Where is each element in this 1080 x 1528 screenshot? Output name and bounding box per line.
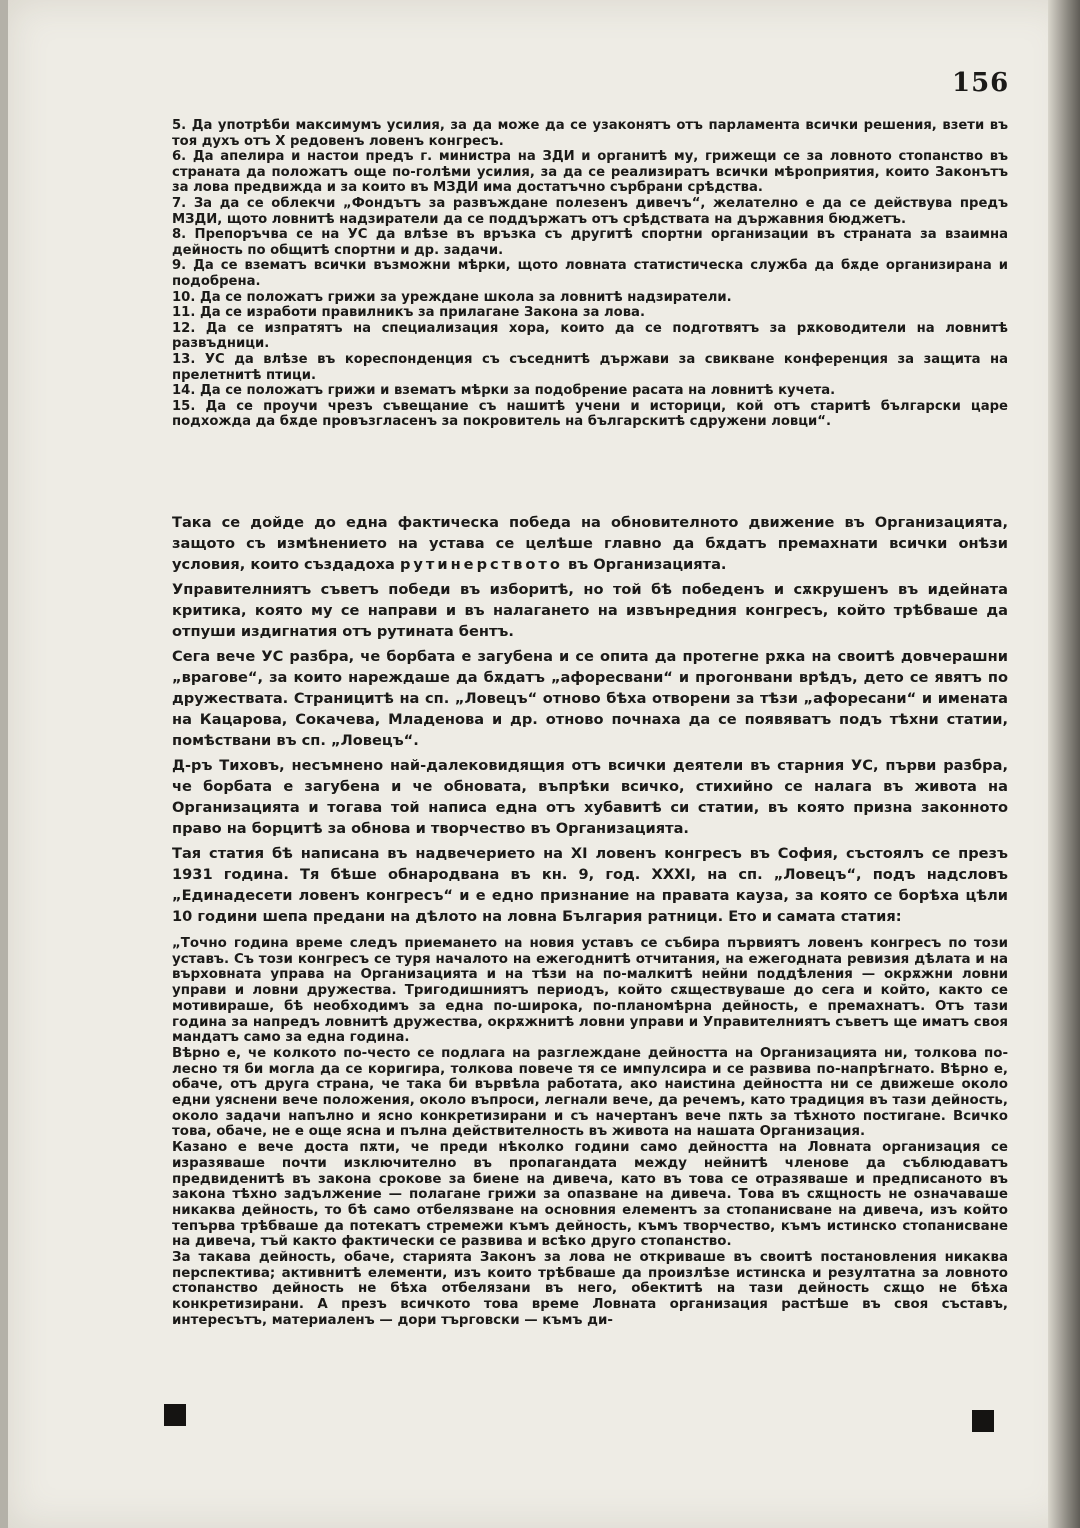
quote-paragraph: Казано е вече доста пѫти, че преди нѣколко години само дейността на Ловната организация се изразяваше почти изключително въ пропагандата между нейнитѣ членове да съблюдаватъ предвиденитѣ въ закона срокове за биене на дивеча, като въ това се отразяваше и предписаното въ закона тѣхно задължение — полагане грижи за опазване на дивеча. Това въ сѫщность не означаваше никаква дейность, то бѣ само отбелязване на основния елементъ за стопанисване на дивеча, изъ който тепърва трѣбваше да потекатъ стремежи къмъ дейность, къмъ творчество, къмъ истинско стопанисване на дивеча, тъй както фактически се развива и всѣко друго стопанство.	[172, 1140, 1008, 1250]
narrative-section	[172, 512, 1008, 931]
resolution-item: 11. Да се изработи правилникъ за прилагане Закона за лова.	[172, 305, 645, 321]
resolutions-list	[172, 118, 1008, 430]
registration-mark-right	[972, 1410, 994, 1432]
narrative-paragraph: Д-ръ Тиховъ, несъмнено най-далековидящия отъ всички деятели въ старния УС, първи разбра, че борбата е загубена и че обновата, въпрѣки всичко, стихийно се налага въ живота на Организацията и тогава той написа една отъ хубавитѣ си статии, въ която призна законното право на борцитѣ за обнова и творчество въ Организацията.	[172, 757, 1008, 837]
resolution-item: 9. Да се взематъ всички възможни мѣрки, щото ловната статистическа служба да бѫде организирана и подобрена.	[172, 258, 1008, 289]
narrative-text: Така се дойде до една фактическа победа на обновителното движение въ Организацията, защото съ измѣнението на устава се целѣше главно да бѫдатъ премахнати всички онѣзи условия, които създадоха	[172, 514, 1008, 573]
quote-paragraph: За такава дейность, обаче, старията Законъ за лова не откриваше въ своитѣ постановления никаква перспектива; активнитѣ елементи, изъ които трѣбваше да произлѣзе истинска и резултатна за ловното стопанство дейность не бѣха отбелязани въ него, обектитѣ на тази дейность сѫщо не бѣха конкретизирани. А презъ всичкото това време Ловната организация растѣше въ своя съставъ, интересътъ, материаленъ — дори търговски — къмъ ди-	[172, 1250, 1008, 1328]
resolution-item: 7. За да се облекчи „Фондътъ за развъждане полезенъ дивечъ“, желателно е да се действува предъ МЗДИ, щото ловнитѣ надзиратели да се поддържатъ отъ срѣдствата на държавния бюджетъ.	[172, 195, 1008, 227]
registration-mark-left	[164, 1404, 186, 1426]
resolution-item: 14. Да се положатъ грижи и взематъ мѣрки за подобрение расата на ловнитѣ кучета.	[172, 383, 836, 399]
resolution-item: 6. Да апелира и настои предъ г. министра на ЗДИ и органитѣ му, грижещи се за ловното стопанство въ страната да положатъ още по-голѣми усилия, за да се реализиратъ всички мѣроприятия, които Законътъ за лова предвижда и за които въ МЗДИ има достатъчно сърбрани срѣдства.	[172, 149, 1008, 196]
narrative-text: въ Организацията.	[562, 556, 727, 573]
resolution-item: 13. УС да влѣзе въ кореспонденция съ съседнитѣ държави за свикване конференция за защита на прелетнитѣ птици.	[172, 351, 1008, 383]
narrative-paragraph: Управителниятъ съветъ победи въ изборитѣ, но той бѣ победенъ и сѫкрушенъ въ идейната критика, която му се направи и въ налагането на извънредния конгресъ, който трѣбваше да отпуши издигнатия отъ рутината бентъ.	[172, 581, 1008, 640]
resolution-item: 10. Да се положатъ грижи за уреждане школа за ловнитѣ надзиратели.	[172, 289, 732, 305]
emphasis-word: рутинерството	[399, 556, 563, 573]
narrative-paragraph: Тая статия бѣ написана въ надвечерието на XI ловенъ конгресъ въ София, състоялъ се презъ 1931 година. Тя бѣше обнародвана въ кн. 9, год. XXXI, на сп. „Ловецъ“, подъ надсловъ „Единадесети ловенъ конгресъ“ и е едно признание на правата кауза, за която се борѣха цѣли 10 години шепа предани на дѣлото на ловна България ратници. Ето и самата статия:	[172, 845, 1008, 925]
resolution-item: 12. Да се изпратятъ на специализация хора, които да се подготвятъ за рѫководители на ловнитѣ развъдници.	[172, 320, 1008, 352]
page-number: 156	[952, 68, 1010, 98]
resolution-item: 8. Препоръчва се на УС да влѣзе въ връзка съ другитѣ спортни организации въ страната за взаимна дейность по общитѣ спортни и др. задачи.	[172, 227, 1008, 258]
binding-edge	[1048, 0, 1080, 1528]
quote-paragraph: „Точно година време следъ приемането на новия уставъ се събира първиятъ ловенъ конгресъ по този уставъ. Съ този конгресъ се туря началото на ежегоднитѣ отчитания, на ежегодната ревизия дѣлата и на върховната управа на Организацията и на тѣзи на по-малкитѣ нейни поддѣления — окрѫжни ловни управи и ловни дружества. Тригодишниятъ периодъ, който сѫществуваше до сега и който, както се мотивираше, бѣ необходимъ за една по-широка, по-планомѣрна дейность, е премахнатъ. Отъ тази година за напредъ ловнитѣ дружества, окрѫжнитѣ ловни управи и Управителниятъ съветъ ще иматъ своя мандатъ само за една година.	[172, 936, 1008, 1046]
quoted-article	[172, 936, 1008, 1329]
resolution-item: 15. Да се проучи чрезъ съвещание съ нашитѣ учени и историци, кой отъ старитѣ български царе подхожда да бѫде провъзгласенъ за покровитель на българскитѣ сдружени ловци“.	[172, 398, 1008, 430]
quote-paragraph: Вѣрно е, че колкото по-често се подлага на разглеждане дейността на Организацията ни, толкова по-лесно тя би могла да се коригира, толкова повече тя се импулсира и се развива по-напрѣгнато. Вѣрно е, обаче, отъ друга страна, че така би вървѣла работата, ако наистина дейността ни се движеше около едни уяснени вече положения, около въпроси, легнали вече, да речемъ, като традиция въ тази дейность, около задачи напълно и ясно конкретизирани и съ начертанъ вече пѫть за тѣхното постигане. Всичко това, обаче, не е още ясна и пълна действителность въ живота на нашата Организация.	[172, 1045, 1008, 1140]
narrative-paragraph: Сега вече УС разбра, че борбата е загубена и се опита да протегне рѫка на своитѣ довчерашни „врагове“, за които нареждаше да бѫдатъ „афоресвани“ и прогонвани врѣдъ, дето се явятъ по дружествата. Страницитѣ на сп. „Ловецъ“ отново бѣха отворени за тѣзи „афоресани“ и имената на Кацарова, Сокачева, Младенова и др. отново почнаха да се появяватъ подъ тѣхни статии, помѣствани въ сп. „Ловецъ“.	[172, 648, 1008, 749]
resolution-item: 5. Да употрѣби максимумъ усилия, за да може да се узаконятъ отъ парламента всички решения, взети въ тоя духъ отъ X редовенъ ловенъ конгресъ.	[172, 118, 1008, 149]
narrative-paragraph	[172, 512, 1008, 575]
